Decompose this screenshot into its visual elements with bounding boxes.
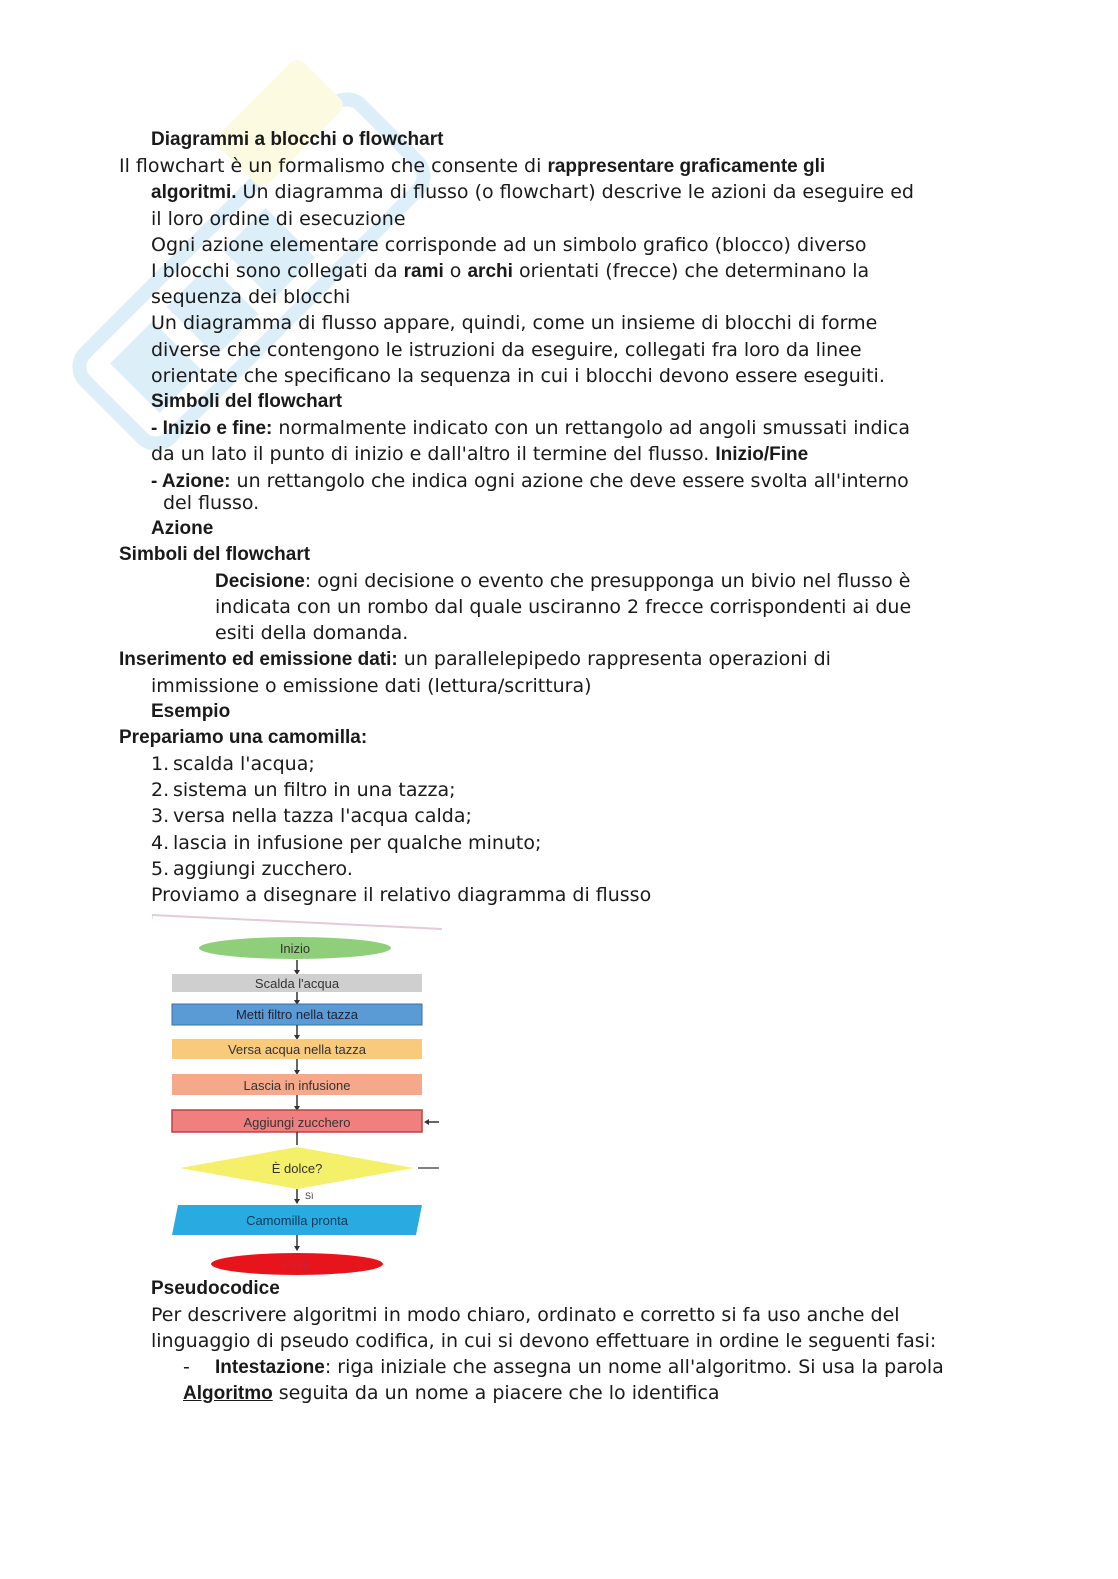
- esempio-heading: Esempio: [151, 701, 231, 722]
- list-item: 5. aggiungi zucchero.: [151, 858, 353, 880]
- block-versa-label: Versa acqua nella tazza: [227, 1042, 367, 1057]
- pseudo-line-4: Algoritmo seguita da un nome a piacere che lo identifica: [183, 1382, 720, 1404]
- inserimento-line-2: immissione o emissione dati (lettura/scrittura): [151, 675, 592, 697]
- pseudo-dash: -: [183, 1356, 190, 1378]
- start-label: Inizio: [279, 941, 311, 956]
- intro-line-6: sequenza dei blocchi: [151, 286, 351, 308]
- flowchart-diagram: [152, 913, 444, 1281]
- inserimento-line-1: Inserimento ed emissione dati: un parallelepipedo rappresenta operazioni di: [119, 648, 831, 670]
- block-zucchero-label: Aggiungi zucchero: [243, 1115, 351, 1130]
- decisione-line-3: esiti della domanda.: [215, 622, 409, 644]
- yes-label: Sì: [305, 1191, 314, 1201]
- list-item: 3. versa nella tazza l'acqua calda;: [151, 805, 472, 827]
- inizio-line-1: - Inizio e fine: normalmente indicato con un rettangolo ad angoli smussati indica: [151, 417, 910, 439]
- camomilla-heading: Prepariamo una camomilla:: [119, 727, 368, 748]
- block-filtro-label: Metti filtro nella tazza: [235, 1007, 359, 1022]
- block-lascia-label: Lascia in infusione: [243, 1078, 351, 1093]
- symbols-heading-2: Simboli del flowchart: [119, 544, 311, 565]
- pseudo-line-3: Intestazione: riga iniziale che assegna un nome all'algoritmo. Si usa la parola: [215, 1356, 944, 1378]
- azione-tag: Azione: [151, 518, 214, 539]
- intro-line-1: Il flowchart è un formalismo che consente di rappresentare graficamente gli: [119, 155, 826, 177]
- decisione-line-2: indicata con un rombo dal quale usciranno 2 frecce corrispondenti ai due: [215, 596, 912, 618]
- decision-label: È dolce?: [271, 1161, 323, 1176]
- list-item: 2. sistema un filtro in una tazza;: [151, 779, 456, 801]
- symbols-heading: Simboli del flowchart: [151, 391, 343, 412]
- block-scalda-label: Scalda l'acqua: [254, 976, 340, 991]
- azione-line-1: - Azione: un rettangolo che indica ogni azione che deve essere svolta all'interno: [151, 470, 909, 492]
- intro-line-5: I blocchi sono collegati da rami o archi orientati (frecce) che determinano la: [151, 260, 870, 282]
- azione-line-2: del flusso.: [163, 492, 260, 514]
- intro-line-7: Un diagramma di flusso appare, quindi, come un insieme di blocchi di forme: [151, 312, 878, 334]
- proviamo-line: Proviamo a disegnare il relativo diagramma di flusso: [151, 884, 652, 906]
- decisione-line-1: Decisione: ogni decisione o evento che presupponga un bivio nel flusso è: [215, 570, 911, 592]
- end-label: FINE: [283, 1258, 311, 1272]
- output-label: Camomilla pronta: [246, 1213, 348, 1228]
- intro-line-9: orientate che specificano la sequenza in cui i blocchi devono essere eseguiti.: [151, 365, 885, 387]
- page-title: Diagrammi a blocchi o flowchart: [151, 129, 444, 150]
- pseudo-line-2: linguaggio di pseudo codifica, in cui si devono effettuare in ordine le seguenti fasi:: [151, 1330, 937, 1352]
- list-item: 1. scalda l'acqua;: [151, 753, 315, 775]
- pseudo-line-1: Per descrivere algoritmi in modo chiaro, ordinato e corretto si fa uso anche del: [151, 1304, 900, 1326]
- intro-line-4: Ogni azione elementare corrisponde ad un simbolo grafico (blocco) diverso: [151, 234, 867, 256]
- inizio-line-2: da un lato il punto di inizio e dall'altro il termine del flusso. Inizio/Fine: [151, 443, 809, 465]
- intro-line-3: il loro ordine di esecuzione: [151, 208, 406, 230]
- intro-line-2: algoritmi. Un diagramma di flusso (o flowchart) descrive le azioni da eseguire ed: [151, 181, 914, 203]
- pseudocodice-heading: Pseudocodice: [151, 1278, 280, 1299]
- list-item: 4. lascia in infusione per qualche minuto;: [151, 832, 542, 854]
- intro-line-8: diverse che contengono le istruzioni da eseguire, collegati fra loro da linee: [151, 339, 862, 361]
